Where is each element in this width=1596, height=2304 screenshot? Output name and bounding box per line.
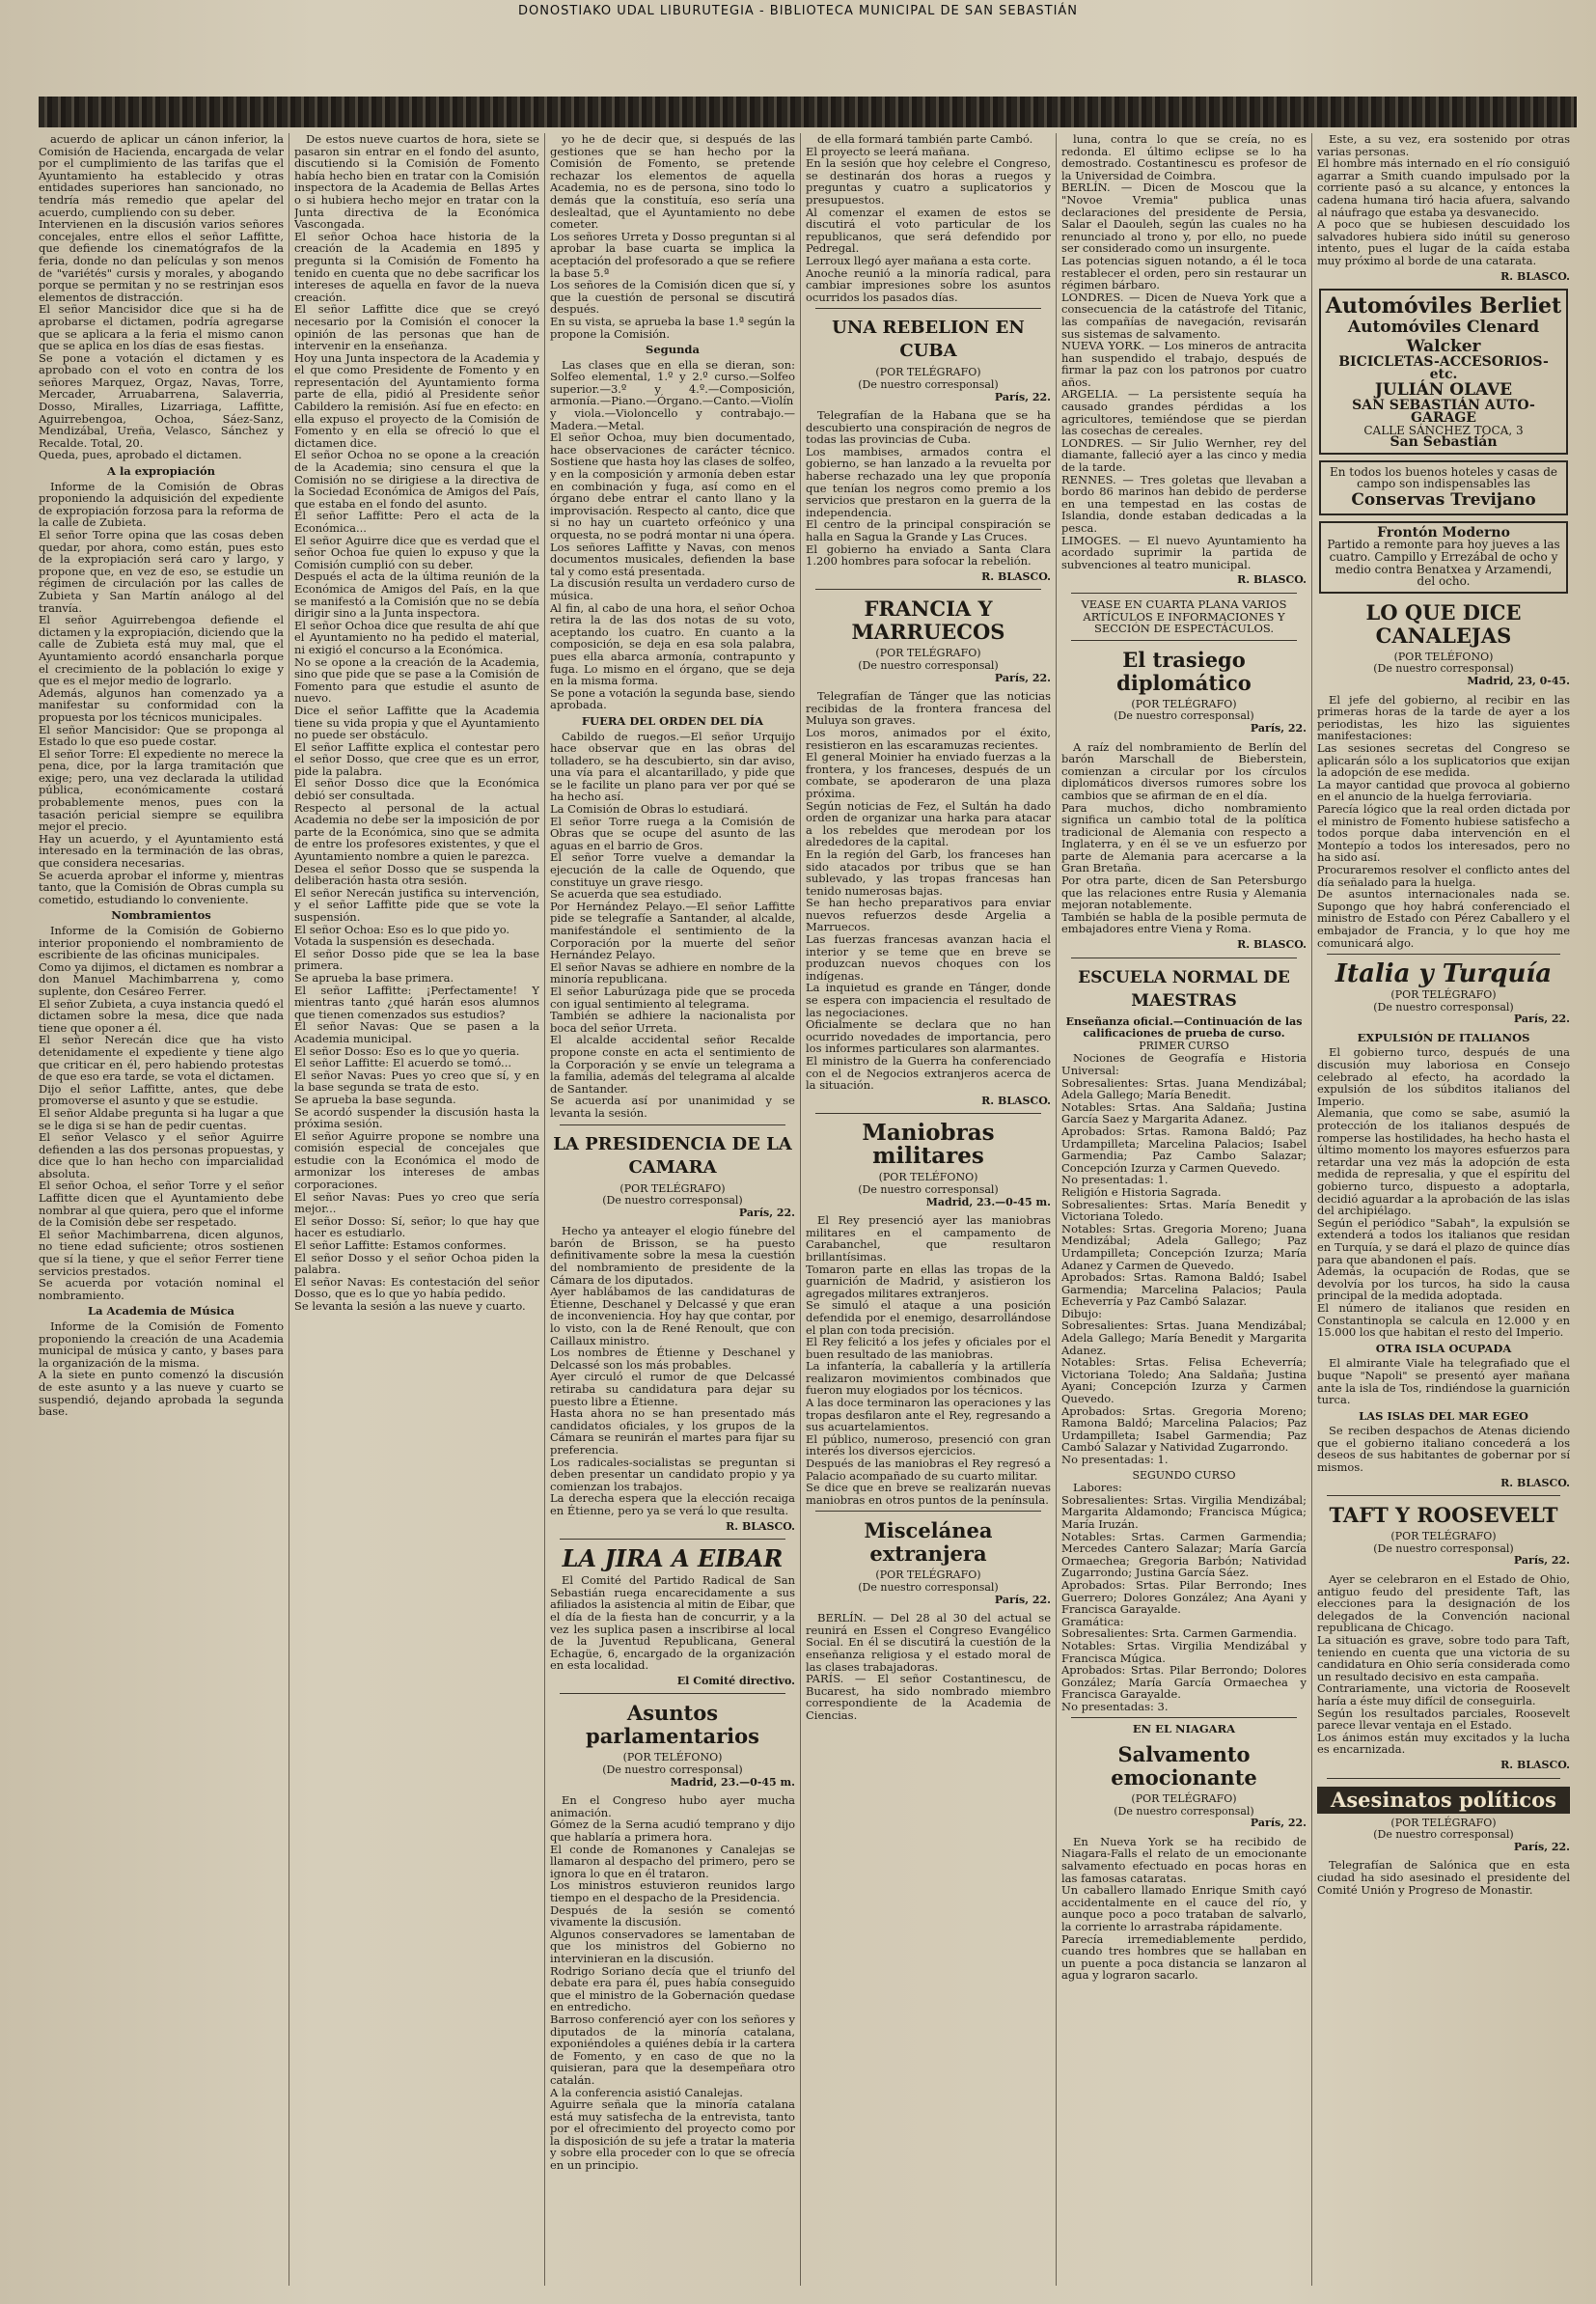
column-divider bbox=[1311, 133, 1312, 2286]
article-text: Informe de la Comisión de Fomento proponiendo la creación de una Academia municipal de música y canto, y bases para la organización de la misma. A la siete en punto comenzó la discusión de este asunto y a las nueve y cuarto se suspendió, dejando aprobada la segunda base. bbox=[39, 1319, 284, 1419]
section-heading: A la expropiación bbox=[107, 464, 215, 479]
dateline-source: (POR TELÉGRAFO) bbox=[1390, 1816, 1497, 1829]
byline: R. BLASCO. bbox=[1237, 938, 1307, 952]
separator bbox=[1071, 640, 1297, 641]
article-text: luna, contra lo que se creía, no es redonda. El último eclipse se lo ha demostrado. Costantinescu es profesor de la Universidad de Coimbra. BERLÍN. — Dicen de Moscou que la "Novoe Vremia" publica unas declaraciones del presidente de Persia, Salar el Daouleh, según las cuales no ha renunciado al trono y, por ello, no puede ser considerado como un insurgente. Las potencias siguen notando, a él le toca restablecer el orden, pero sin restaurar un régimen bárbaro. LONDRES. — Dicen de Nueva York que a consecuencia de la catástrofe del Titanic, las compañías de navegación, revisarán sus sistemas de salvamento. NUEVA YORK. — Los mineros de antracita han suspendido el trabajo, después de firmar la paz con los patronos por cuatro años. ARGELIA. — La persistente sequía ha causado grandes pérdidas a los agricultores, temiéndose que se pierdan las cosechas de cereales. LONDRES. — Sir Julio Wernher, rey del diamante, falleció ayer a las cinco y media de la tarde. RENNES. — Tres goletas que llevaban a bordo 86 marinos han debido de perderse en una tempestad en las costas de Islandia, donde estaban dedicadas a la pesca. LIMOGES. — El nuevo Ayuntamiento ha acordado suprimir la partida de subvenciones al teatro municipal. bbox=[1061, 133, 1307, 571]
separator bbox=[1327, 1495, 1560, 1496]
dateline-place: Madrid, 23.—0-45 m. bbox=[670, 1775, 795, 1789]
dateline-correspondent: (De nuestro corresponsal) bbox=[602, 1194, 743, 1208]
article-text: Hecho ya anteayer el elogio fúnebre del barón de Brisson, se ha puesto definitivamente sobre la mesa la cuestión del nombramiento de presidente de la Cámara de los diputados. Ayer hablábamos de las candidaturas de Étienne, Deschanel y Delcassé y que eran de inconveniencia. Hoy hay que contar, por lo visto, con la de René Renoult, que con Caillaux ministro. Los nombres de Étienne y Deschanel y Delcassé son los más probables. Ayer circuló el rumor de que Delcassé retiraba su candidatura para dejar su puesto libre a Étienne. Hasta ahora no se han presentado más candidatos oficiales, y los grupos de la Cámara se reunirán el martes para fijar su preferencia. Los radicales-socialistas se preguntan si deben presentar un candidato propio y ya comienzan los trabajos. La derecha espera que la elección recaiga en Étienne, pero ya se verá lo que resulta. bbox=[550, 1224, 795, 1517]
dateline-source: (POR TELÉFONO) bbox=[1393, 650, 1494, 663]
separator bbox=[1327, 954, 1560, 955]
separator bbox=[1071, 1717, 1297, 1718]
article-text: Telegrafían de Tánger que las noticias recibidas de la frontera francesa del Muluya son graves. Los moros, animados por el éxito, resistieron en las escaramuzas recientes. El general Moinier ha enviado fuerzas a la frontera, y los franceses, después de un combate, se apoderaron de una plaza próxima. Según noticias de Fez, el Sultán ha dado orden de organizar una harka para atacar a los rebeldes que merodean por los alrededores de la capital. En la región del Garb, los franceses han sido atacados por tribus que se han sublevado, y las tropas francesas han tenido numerosas bajas. Se han hecho preparativos para enviar nuevos refuerzos desde Argelia a Marruecos. Las fuerzas francesas avanzan hacia el interior y se teme que en breve se produzcan nuevos choques con los indígenas. La inquietud es grande en Tánger, donde se espera con impaciencia el resultado de las negociaciones. Oficialmente se declara que no han ocurrido novedades de importancia, pero los informes particulares son alarmantes. El ministro de la Guerra ha conferenciado con el de Negocios extranjeros acerca de la situación. bbox=[806, 689, 1051, 1093]
article-text: acuerdo de aplicar un cánon inferior, la Comisión de Hacienda, encargada de velar por el cumplimiento de las tarifas que el Ayuntamiento ha establecido y otras entidades superiores han sancionado, no tendría más remedio que apelar del acuerdo, cumpliendo con su deber. Intervienen en la discusión varios señores concejales, entre ellos el señor Laffitte, que defiende los cinematógrafos de la feria, donde no dan películas y son menos de "variétés" cursis y morales, y abogando porque se permitan y no se restrinjan esos elementos de distracción. El señor Mancisidor dice que si ha de aprobarse el dictamen, podría agregarse que se aplicara a la feria el mismo canon que se aplica en los días de esas fiestas. Se pone a votación el dictamen y es aprobado con el voto en contra de los señores Marquez, Orgaz, Navas, Torre, Mercader, Arruabarrena, Salaverria, Dosso, Miralles, Lizarriaga, Laffitte, Aguirrebengoa, Ochoa, Sáez-Sanz, Mendizábal, Ureña, Velasco, Sánchez y Recalde. Total, 20. Queda, pues, aprobado el dictamen. bbox=[39, 133, 284, 462]
byline: El Comité directivo. bbox=[676, 1674, 795, 1687]
separator bbox=[815, 589, 1041, 590]
separator bbox=[560, 1124, 785, 1125]
dateline-place: París, 22. bbox=[1250, 1817, 1307, 1830]
ad-line: Automóviles Clenard Walcker bbox=[1347, 318, 1540, 357]
dateline-correspondent: (De nuestro corresponsal) bbox=[858, 659, 999, 672]
ad-line: Conservas Trevijano bbox=[1351, 489, 1536, 510]
column-4 bbox=[806, 133, 1051, 2286]
column-6 bbox=[1317, 133, 1570, 2286]
article-text: A raíz del nombramiento de Berlín del barón Marschall de Bieberstein, comienzan a circular por los círculos diplomáticos diversos rumores sobre los cambios que se afirman de en el día. Para muchos, dicho nombramiento significa un cambio total de la política tradicional de Alemania con respecto a Inglaterra, y en él se ve un esfuerzo por parte de Alemania para acercarse a la Gran Bretaña. Por otra parte, dicen de San Petersburgo que las relaciones entre Rusia y Alemania mejoran notablemente. También se habla de la posible permuta de embajadores entre Viena y Roma. bbox=[1061, 739, 1307, 936]
section-heading: La Academia de Música bbox=[87, 1304, 234, 1319]
headline: LA JIRA A EIBAR bbox=[562, 1544, 784, 1573]
article-text: Informe de la Comisión de Gobierno interior proponiendo el nombramiento de escribiente de las oficinas municipales. Como ya dijimos, el dictamen es nombrar a don Manuel Machimbarrena y, como suplente, don Cesáreo Ferrer. El señor Zubieta, a cuya instancia quedó el dictamen sobre la mesa, dice que nada tiene que oponer a él. El señor Nerecán dice que ha visto detenidamente el expediente y tiene algo que criticar en él, pero habiendo protestas de que eso era tarde, se vota el dictamen. Dijo el señor Laffitte, antes, que debe promoverse el asunto y que se estudie. El señor Aldabe pregunta si ha lugar a que se le diga si se han de pedir cuentas. El señor Velasco y el señor Aguirre defienden a las dos personas propuestas, y dice que lo han hecho con imparcialidad absoluta. El señor Ochoa, el señor Torre y el señor Laffitte dicen que el Ayuntamiento debe nombrar al que quiera, pero que el informe de la Comisión debe ser respetado. El señor Machimbarrena, dicen algunos, no tiene edad suficiente; otros sostienen que sí la tiene, y que el señor Ferrer tiene servicios prestados. Se acuerda por votación nominal el nombramiento. bbox=[39, 924, 284, 1302]
article-text: Telegrafían de la Habana que se ha descubierto una conspiración de negros de todas las provincias de Cuba. Los mambises, armados contra el gobierno, se han lanzado a la revuelta por haberse rechazado una ley que proponía que tenían los negros como premio a los servicios que prestaron en la guerra de la independencia. El centro de la principal conspiración se halla en Sagua la Grande y Las Cruces. El gobierno ha enviado a Santa Clara 1.200 hombres para sofocar la rebelión. bbox=[806, 408, 1051, 569]
article-text: El almirante Viale ha telegrafiado que el buque "Napoli" se presentó ayer mañana ante la isla de Tos, rindiéndose la guarnición turca. bbox=[1317, 1356, 1570, 1407]
column-divider bbox=[1056, 133, 1057, 2286]
ad-line: Partido a remonte para hoy jueves a las cuatro. Campillo y Errezábal de ocho y medio contra Benatxea y Arzamendi, del ocho. bbox=[1327, 538, 1560, 589]
separator bbox=[560, 1539, 785, 1540]
dateline-correspondent: (De nuestro corresponsal) bbox=[1114, 1804, 1254, 1818]
byline: R. BLASCO. bbox=[981, 569, 1051, 583]
dateline-place: París, 22. bbox=[738, 1206, 795, 1219]
ad-line: SAN SEBASTIÁN AUTO-GARAGE bbox=[1352, 398, 1535, 426]
headline: LO QUE DICE CANALEJAS bbox=[1365, 599, 1522, 648]
dateline-correspondent: (De nuestro corresponsal) bbox=[858, 377, 999, 391]
dateline-source: (POR TELÉFONO) bbox=[622, 1751, 723, 1764]
column-1 bbox=[39, 133, 284, 2286]
column-2 bbox=[294, 133, 539, 2286]
dateline-place: París, 22. bbox=[1250, 721, 1307, 735]
subheading: Enseñanza oficial.—Continuación de las calificaciones de prueba de curso. bbox=[1065, 1014, 1303, 1041]
dateline-source: (POR TELÉGRAFO) bbox=[1390, 1530, 1497, 1543]
section-heading: Nombramientos bbox=[111, 908, 211, 923]
dateline-source: (POR TELÉGRAFO) bbox=[1131, 697, 1237, 710]
section-heading: OTRA ISLA OCUPADA bbox=[1375, 1341, 1512, 1355]
section-heading: FUERA DEL ORDEN DEL DÍA bbox=[581, 713, 764, 728]
section-heading: Segunda bbox=[646, 343, 700, 357]
dateline-place: Madrid, 23, 0-45. bbox=[1467, 675, 1570, 688]
ad-line: JULIÁN OLAVE bbox=[1374, 380, 1513, 401]
dateline-place: París, 22. bbox=[1513, 1554, 1570, 1568]
dateline-source: (POR TELÉGRAFO) bbox=[1131, 1792, 1237, 1806]
header-rule bbox=[39, 97, 1577, 127]
article-text: de ella formará también parte Cambó. El proyecto se leerá mañana. En la sesión que hoy celebre el Congreso, se destinarán dos horas a ruegos y preguntas y cuatro a suplicatorios y presupuestos. Al comenzar el examen de estos se discutirá el voto particular de los republicanos, que será defendido por Pedregal. Lerroux llegó ayer mañana a esta corte. Anoche reunió a la minoría radical, para cambiar impresiones sobre los asuntos ocurridos los pasados días. bbox=[806, 133, 1051, 304]
dateline-place: París, 22. bbox=[1513, 1840, 1570, 1853]
headline: Miscelánea extranjera bbox=[864, 1518, 993, 1567]
ad-line: En todos los buenos hoteles y casas de campo son indispensables las bbox=[1329, 464, 1558, 491]
dateline-correspondent: (De nuestro corresponsal) bbox=[858, 1182, 999, 1196]
notice: VEASE EN CUARTA PLANA VARIOS ARTÍCULOS E INFORMACIONES Y SECCIÓN DE ESPECTÁCULOS. bbox=[1081, 597, 1287, 636]
dateline-correspondent: (De nuestro corresponsal) bbox=[602, 1763, 743, 1777]
column-3 bbox=[550, 133, 795, 2286]
column-5 bbox=[1061, 133, 1307, 2286]
archive-banner: DONOSTIAKO UDAL LIBURUTEGIA - BIBLIOTECA MUNICIPAL DE SAN SEBASTIÁN bbox=[517, 4, 1079, 18]
byline: R. BLASCO. bbox=[1500, 1758, 1570, 1771]
ad-line: San Sebastián bbox=[1390, 434, 1498, 451]
article-text: En el Congreso hubo ayer mucha animación. Gómez de la Serna acudió temprano y dijo que hablaría a primera hora. El conde de Romanones y Canalejas se llamaron al despacho del primero, pero se ignora lo que en él trataron. Los ministros estuvieron reunidos largo tiempo en el despacho de la Presidencia. Después de la sesión se comentó vivamente la discusión. Algunos conservadores se lamentaban de que los ministros del Gobierno no intervinieran en la discusión. Rodrigo Soriano decía que el triunfo del debate era para él, pues había conseguido que el ministro de la Gobernación quedase en entredicho. Barroso conferenció ayer con los señores y diputados de la minoría catalana, exponiéndoles a quiénes debía ir la cartera de Fomento, y en caso de que no la quisieran, para que la desempeñara otro catalán. A la conferencia asistió Canalejas. Aguirre señala que la minoría catalana está muy satisfecha de la entrevista, tanto por el ofrecimiento del proyecto como por la disposición de su jefe a tratar la materia y sobre ella proceder con lo que se ofrecía en un principio. bbox=[550, 1793, 795, 2173]
ad-line: BICICLETAS-ACCESORIOS-etc. bbox=[1338, 354, 1549, 382]
dateline-place: Madrid, 23.—0-45 m. bbox=[925, 1195, 1051, 1208]
dateline-source: (POR TELÉGRAFO) bbox=[875, 647, 981, 660]
byline: R. BLASCO. bbox=[1237, 573, 1307, 587]
dateline-source: (POR TELÉGRAFO) bbox=[875, 1568, 981, 1582]
subheading: PRIMER CURSO bbox=[1139, 1039, 1229, 1052]
byline: R. BLASCO. bbox=[1500, 269, 1570, 283]
dateline-correspondent: (De nuestro corresponsal) bbox=[858, 1581, 999, 1594]
ad-line: CALLE SÁNCHEZ TOCA, 3 bbox=[1363, 423, 1524, 437]
headline: Asuntos parlamentarios bbox=[586, 1701, 759, 1749]
separator bbox=[815, 1511, 1041, 1512]
dateline-source: (POR TELÉGRAFO) bbox=[1390, 988, 1497, 1002]
dateline-source: (POR TELÉGRAFO) bbox=[619, 1181, 726, 1195]
article-text: Este, a su vez, era sostenido por otras varias personas. El hombre más internado en el río consiguió agarrar a Smith cuando impulsado por la corriente pasó a su alcance, y entonces la cadena humana tiró hacia afuera, salvando al náufrago que estaba ya desvanecido. A poco que se hubiesen descuidado los salvadores hubiera sido inútil su generoso intento, pues el lugar de la caída estaba muy próximo al borde de una catarata. bbox=[1317, 133, 1570, 267]
headline: El trasiego diplomático bbox=[1116, 647, 1252, 695]
article-text: Labores: Sobresalientes: Srtas. Virgilia Mendizábal; Margarita Aldamondo; Francisca Múgica; María Iruzán. Notables: Srtas. Carmen Garmendia; Mercedes Cantero Salazar; María García Ormaechea; Gregoria Barbón; Natividad Zugarrondo; Justina García Sáez. Aprobados: Srtas. Pilar Berrondo; Ines Guerrero; Dolores González; Ana Ayani y Francisca Garayalde. Gramática: Sobresalientes: Srta. Carmen Garmendia. Notables: Srtas. Virgilia Mendizábal y Francisca Múgica. Aprobados: Srtas. Pilar Berrondo; Dolores González; María García Ormaechea y Francisca Garayalde. No presentadas: 3. bbox=[1061, 1481, 1307, 1713]
article-text: El jefe del gobierno, al recibir en las primeras horas de la tarde de ayer a los periodistas, les hizo las siguientes manifestaciones: Las sesiones secretas del Congreso se aplicarán sólo a los suplicatorios que exijan la adopción de ese medida. La mayor cantidad que provoca al gobierno en el anuncio de la huelga ferroviaria. Parecía lógico que la real orden dictada por el ministro de Fomento hubiese satisfecho a todos porque daba intervención en el Montepío a todos los interesados, pero no ha sido así. Procuraremos resolver el conflicto antes del día señalado para la huelga. De asuntos internacionales nada se. Supongo que hoy habrá conferenciado el ministro de Estado con Pérez Caballero y el embajador de Francia, y lo que hoy me comunicará algo. bbox=[1317, 692, 1570, 950]
headline: UNA REBELION EN CUBA bbox=[832, 318, 1025, 362]
headline: Asesinatos políticos bbox=[1317, 1787, 1570, 1814]
article-text: Telegrafían de Salónica que en esta ciudad ha sido asesinado el presidente del Comité Unión y Progreso de Monastir. bbox=[1317, 1858, 1570, 1897]
headline: LA PRESIDENCIA DE LA CAMARA bbox=[553, 1133, 792, 1178]
article-text: Se reciben despachos de Atenas diciendo que el gobierno italiano concederá a los deseos de sus habitantes de gobernar por sí mismos. bbox=[1317, 1424, 1570, 1475]
kicker: EN EL NIAGARA bbox=[1132, 1722, 1236, 1736]
article-text: De estos nueve cuartos de hora, siete se pasaron sin entrar en el fondo del asunto, discutiendo si la Comisión de Fomento había hecho bien en tratar con la Comisión inspectora de la Academia de Bellas Artes o si hubiera hecho mejor en tratar con la Junta directiva de la Económica Vascongada. El señor Ochoa hace historia de la creación de la Academia en 1895 y pregunta si la Comisión de Fomento ha tenido en cuenta que no debe sacrificar los intereses de aquella en favor de la nueva creación. El señor Laffitte dice que se creyó necesario por la Comisión el conocer la opinión de las personas que han de intervenir en la enseñanza. Hoy una Junta inspectora de la Academia y el que como Presidente de Fomento y en representación del Ayuntamiento forma parte de ella, pidió al Presidente señor Cabildero la remisión. Así fue en efecto: en ella expuso el proyecto de la Comisión de Fomento y en ella se ofreció lo que el dictamen dice. El señor Ochoa no se opone a la creación de la Academia; sino censura el que la Comisión no se dirigiese a la directiva de la Sociedad Económica de Amigos del País, que estaba en el fondo del asunto. El señor Laffitte: Pero el acta de la Económica... El señor Aguirre dice que es verdad que el señor Ochoa fue quien lo expuso y que la Comisión cumplió con su deber. Después el acta de la última reunión de la Económica de Amigos del País, en la que se manifestó a la Comisión que no se debía dirigir sino a la Junta inspectora. El señor Ochoa dice que resulta de ahí que el Ayuntamiento no ha pedido el material, ni exigió el concurso a la Económica. No se opone a la creación de la Academia, sino que pide que se pase a la Comisión de Fomento para que estudie el asunto de nuevo. Dice el señor Laffitte que la Academia tiene su vida propia y que el Ayuntamiento no puede ser obstáculo. El señor Laffitte explica el contestar pero el señor Dosso, que cree que es un error, pide la palabra. El señor Dosso dice que la Económica debió ser consultada. Respecto al personal de la actual Academia no debe ser la imposición de por parte de la Económica, sino que se admita de entre los profesores existentes, y que el Ayuntamiento nombre a quien le parezca. Desea el señor Dosso que se suspenda la deliberación hasta otra sesión. El señor Nerecán justifica su intervención, y el señor Laffitte pide que se vote la suspensión. El señor Ochoa: Eso es lo que pido yo. Votada la suspensión es desechada. El señor Dosso pide que se lea la base primera. Se aprueba la base primera. El señor Laffitte: ¡Perfectamente! Y mientras tanto ¿qué harán esos alumnos que tienen comenzados sus estudios? El señor Navas: Que se pasen a la Academia municipal. El señor Dosso: Eso es lo que yo queria. El señor Laffitte: El acuerdo se tomó... El señor Navas: Pues yo creo que sí, y en la base segunda se trata de esto. Se aprueba la base segunda. Se acordó suspender la discusión hasta la próxima sesión. El señor Aguirre propone se nombre una comisión especial de concejales que estudie con la Económica el modo de armonizar los intereses de ambas corporaciones. El señor Navas: Pues yo creo que sería mejor... El señor Dosso: Sí, señor; lo que hay que hacer es estudiarlo. El señor Laffitte: Estamos conformes. El señor Dosso y el señor Ochoa piden la palabra. El señor Navas: Es contestación del señor Dosso, que es lo que yo había pedido. Se levanta la sesión a las nueve y cuarto. bbox=[294, 133, 539, 1313]
separator bbox=[1327, 1778, 1560, 1779]
headline: Maniobras militares bbox=[862, 1120, 995, 1170]
dateline-place: París, 22. bbox=[994, 671, 1051, 684]
dateline-place: París, 22. bbox=[994, 1593, 1051, 1606]
article-text: El Rey presenció ayer las maniobras militares en el campamento de Carabanchel, que resultaron brillantísimas. Tomaron parte en ellas las tropas de la guarnición de Madrid, y asistieron los agregados militares extranjeros. Se simuló el ataque a una posición defendida por el enemigo, desarrollándose el plan con toda precisión. El Rey felicitó a los jefes y oficiales por el buen resultado de las maniobras. La infantería, la caballería y la artillería realizaron movimientos combinados que fueron muy elogiados por los técnicos. A las doce terminaron las operaciones y las tropas desfilaron ante el Rey, regresando a sus acuartelamientos. El público, numeroso, presenció con gran interés los diversos ejercicios. Después de las maniobras el Rey regresó a Palacio acompañado de su cuarto militar. Se dice que en breve se realizarán nuevas maniobras en otros puntos de la península. bbox=[806, 1213, 1051, 1507]
headline: ESCUELA NORMAL DE MAESTRAS bbox=[1078, 967, 1290, 1011]
dateline-correspondent: (De nuestro corresponsal) bbox=[1373, 662, 1514, 676]
section-heading: LAS ISLAS DEL MAR EGEO bbox=[1359, 1408, 1528, 1423]
headline: Italia y Turquía bbox=[1335, 959, 1553, 989]
dateline-correspondent: (De nuestro corresponsal) bbox=[1373, 1541, 1514, 1555]
byline: R. BLASCO. bbox=[1500, 1476, 1570, 1489]
separator bbox=[815, 1113, 1041, 1114]
headline: FRANCIA Y MARRUECOS bbox=[851, 597, 1005, 645]
byline: R. BLASCO. bbox=[981, 1094, 1051, 1107]
article-text: El gobierno turco, después de una discusión muy laboriosa en Consejo celebrado al efecto, ha acordado la expulsión de los súbditos italianos del Imperio. Alemania, que como se sabe, asumió la protección de los italianos después de romperse las hostilidades, ha hecho hasta el último momento los mayores esfuerzos para retardar una vez más la adopción de esta medida de represalia, y que el espíritu del gobierno turco, dispuesto a adoptarla, decidió aguardar a la aprobación de las islas del archipiélago. Según el periódico "Sabah", la expulsión se extenderá a todos los italianos que residan en Turquía, y se dará el plazo de quince días para que abandonen el país. Además, la ocupación de Rodas, que se devolvía por los turcos, ha sido la causa principal de la medida adoptada. El número de italianos que residen en Constantinopla se calcula en 12.000 y en 15.000 los que habitan el resto del Imperio. bbox=[1317, 1045, 1570, 1340]
byline: R. BLASCO. bbox=[726, 1519, 795, 1533]
dateline-place: París, 22. bbox=[994, 390, 1051, 403]
article-text: Nociones de Geografía e Historia Universal: Sobresalientes: Srtas. Juana Mendizábal; Adela Gallego; María Benedit. Notables: Srtas. Ana Saldaña; Justina García Saez y Margarita Adanez. Aprobados: Srtas. Ramona Baldó; Paz Urdampilleta; Marcelina Palacios; Isabel Garmendia; Paz Cambo Salazar; Concepción Izurza y Carmen Quevedo. No presentadas: 1. Religión e Historia Sagrada. Sobresalientes: Srtas. María Benedit y Victoriana Toledo. Notables: Srtas. Gregoria Moreno; Juana Mendizábal; Adela Gallego; Paz Urdampilleta; Concepción Izurza; María Adanez y Carmen de Quevedo. Aprobados: Srtas. Ramona Baldó; Isabel Garmendia; Marcelina Palacios; Paula Echeverría y Paz Cambó Salazar. Dibujo: Sobresalientes: Srtas. Juana Mendizábal; Adela Gallego; María Benedit y Margarita Adanez. Notables: Srtas. Felisa Echeverría; Victoriana Toledo; Ana Saldaña; Justina Ayani; Concepción Izurza y Carmen Quevedo. Aprobados: Srtas. Gregoria Moreno; Ramona Baldó; Marcelina Palacios; Paz Urdampilleta; Isabel Garmendia; Paz Cambó Salazar y Natividad Zugarrondo. No presentadas: 1. bbox=[1061, 1051, 1307, 1466]
article-text: Informe de la Comisión de Obras proponiendo la adquisición del expediente de expropiación forzosa para la reforma de la calle de Zubieta. El señor Torre opina que las cosas deben quedar, por ahora, como están, pues esto de la expropiación será caro y largo, y propone que, en vez de eso, se estudie un régimen de circulación por las calles de Zubieta y San Martín análogo al del tranvía. El señor Aguirrebengoa defiende el dictamen y la expropiación, diciendo que la calle de Zubieta está muy mal, que el Ayuntamiento acordó ensancharla porque el crecimiento de la población lo exige y que es el mejor medio de lograrlo. Además, algunos han comenzado ya a manifestar su conformidad con la propuesta por los técnicos municipales. El señor Mancisidor: Que se proponga al Estado lo que eso puede costar. El señor Torre: El expediente no merece la pena, dice, por la larga tramitación que exige; pero, una vez declarada la utilidad pública, económicamente costará probablemente menos, pues con la tasación pericial siempre se equilibra mejor el precio. Hay un acuerdo, y el Ayuntamiento está interesado en la terminación de las obras, que considera necesarias. Se acuerda aprobar el informe y, mientras tanto, que la Comisión de Obras cumpla su cometido, estudiando lo conveniente. bbox=[39, 479, 284, 906]
dateline-correspondent: (De nuestro corresponsal) bbox=[1373, 1000, 1514, 1013]
dateline-source: (POR TELÉGRAFO) bbox=[875, 366, 981, 379]
column-divider bbox=[800, 133, 801, 2286]
advertisement-conservas bbox=[1319, 460, 1568, 515]
article-text: En Nueva York se ha recibido de Niagara-Falls el relato de un emocionante salvamento efectuado en pocas horas en las famosas cataratas. Un caballero llamado Enrique Smith cayó accidentalmente en el cauce del río, y aunque poco a poco trataban de salvarlo, la corriente lo arrastraba rápidamente. Parecía irremediablemente perdido, cuando tres hombres que se hallaban en un puente a poca distancia se lanzaron al agua y lograron sacarlo. bbox=[1061, 1834, 1307, 1983]
separator bbox=[560, 1693, 785, 1694]
advertisement-automobiles bbox=[1319, 289, 1568, 455]
ad-line: Frontón Moderno bbox=[1377, 524, 1510, 541]
dateline-place: París, 22. bbox=[1513, 1013, 1570, 1026]
subheading: SEGUNDO CURSO bbox=[1132, 1468, 1236, 1482]
ad-line: Automóviles Berliet bbox=[1325, 293, 1562, 319]
article-text: BERLÍN. — Del 28 al 30 del actual se reunirá en Essen el Congreso Evangélico Social. En él se discutirá la cuestión de la enseñanza religiosa y el estado moral de las clases trabajadoras. PARÍS. — El señor Costantinescu, de Bucarest, ha sido nombrado miembro correspondiente de la Academia de Ciencias. bbox=[806, 1611, 1051, 1722]
column-divider bbox=[544, 133, 545, 2286]
dateline-correspondent: (De nuestro corresponsal) bbox=[1373, 1828, 1514, 1842]
article-text: Cabildo de ruegos.—El señor Urquijo hace observar que en las obras del tolladero, se ha descubierto, sin dar aviso, una vía para el alcantarillado, y pide que se le facilite un plano para ver por qué se ha hecho así. La Comisión de Obras lo estudiará. El señor Torre ruega a la Comisión de Obras que se ocupe del asunto de las aguas en el barrio de Gros. El señor Torre vuelve a demandar la ejecución de la calle de Oquendo, que constituye un grave riesgo. Se acuerda que sea estudiado. Por Hernández Pelayo.—El señor Laffitte pide se telegrafíe a Santander, al alcalde, manifestándole el sentimiento de la Corporación por la muerte del señor Hernández Pelayo. El señor Navas se adhiere en nombre de la minoría republicana. El señor Laburúzaga pide que se proceda con igual sentimiento al telegrama. También se adhiere la nacionalista por boca del señor Urreta. El alcalde accidental señor Recalde propone conste en acta el sentimiento de la Corporación y se envíe un telegrama a la familia, además del telegrama al alcalde de Santander. Se acuerda así por unanimidad y se levanta la sesión. bbox=[550, 729, 795, 1120]
article-text: Las clases que en ella se dieran, son: Solfeo elemental, 1.º y 2.º curso.—Solfeo superior.—3.º y 4.º.—Composición, armonía.—Piano.—Órgano.—Canto.—Violín y viola.—Violoncello y contrabajo.—Madera.—Metal. El señor Ochoa, muy bien documentado, hace observaciones de carácter técnico. Sostiene que hasta hoy las clases de solfeo, y en la composición y armonía deben estar en combinación y fuga, así como en el órgano debe entrar el canto llano y la improvisación. Respecto al canto, dice que si no hay un cuarteto orfeónico y una orquesta, no se podrá montar ni una ópera. Los señores Laffitte y Navas, con menos documentos musicales, defienden la base tal y como está presentada. La discusión resulta un verdadero curso de música. Al fin, al cabo de una hora, el señor Ochoa retira la de las dos notas de su voto, aceptando los cuatro. En cuanto a la composición, se deja en esa sola palabra, pues ella abarca armonía, contrapunto y fuga. Lo mismo en el órgano, que se deja en la misma forma. Se pone a votación la segunda base, siendo aprobada. bbox=[550, 357, 795, 712]
article-text: Ayer se celebraron en el Estado de Ohio, antiguo feudo del presidente Taft, las elecciones para la designación de los delegados de la Convención nacional republicana de Chicago. La situación es grave, sobre todo para Taft, teniendo en cuenta que una victoria de su candidatura en Ohio sería considerada como un resultado decisivo en esta campaña. Contrariamente, una victoria de Roosevelt haría a éste muy difícil de conseguirla. Según los resultados parciales, Roosevelt parece llevar ventaja en el Estado. Los ánimos están muy excitados y la lucha es encarnizada. bbox=[1317, 1572, 1570, 1757]
headline: TAFT Y ROOSEVELT bbox=[1329, 1503, 1558, 1528]
article-text: yo he de decir que, si después de las gestiones que se han hecho por la Comisión de Fomento, se pretende rechazar los elementos de aquella Academia, no es de persona, sino todo lo demás que la constituía, eso sería una deslealtad, que el Ayuntamiento no debe cometer. Los señores Urreta y Dosso preguntan si al aprobar la base cuarta se implica la aceptación del profesorado a que se refiere la base 5.ª Los señores de la Comisión dicen que sí, y que la cuestión de personal se discutirá después. En su vista, se aprueba la base 1.ª según la propone la Comisión. bbox=[550, 133, 795, 341]
headline: Salvamento emocionante bbox=[1111, 1742, 1257, 1790]
dateline-correspondent: (De nuestro corresponsal) bbox=[1114, 709, 1254, 723]
separator bbox=[815, 308, 1041, 309]
article-text: El Comité del Partido Radical de San Sebastián ruega encarecidamente a sus afiliados la asistencia al mitin de Eibar, que el día de la fiesta han de concurrir, y a la vez les suplica pasen a inscribirse al local de la Juventud Republicana, General Echagüe, 6, encargado de la organización en esta localidad. bbox=[550, 1573, 795, 1673]
separator bbox=[1071, 593, 1297, 594]
section-heading: EXPULSIÓN DE ITALIANOS bbox=[1357, 1030, 1530, 1044]
dateline-source: (POR TELÉFONO) bbox=[878, 1171, 978, 1184]
advertisement-fronton bbox=[1319, 521, 1568, 594]
